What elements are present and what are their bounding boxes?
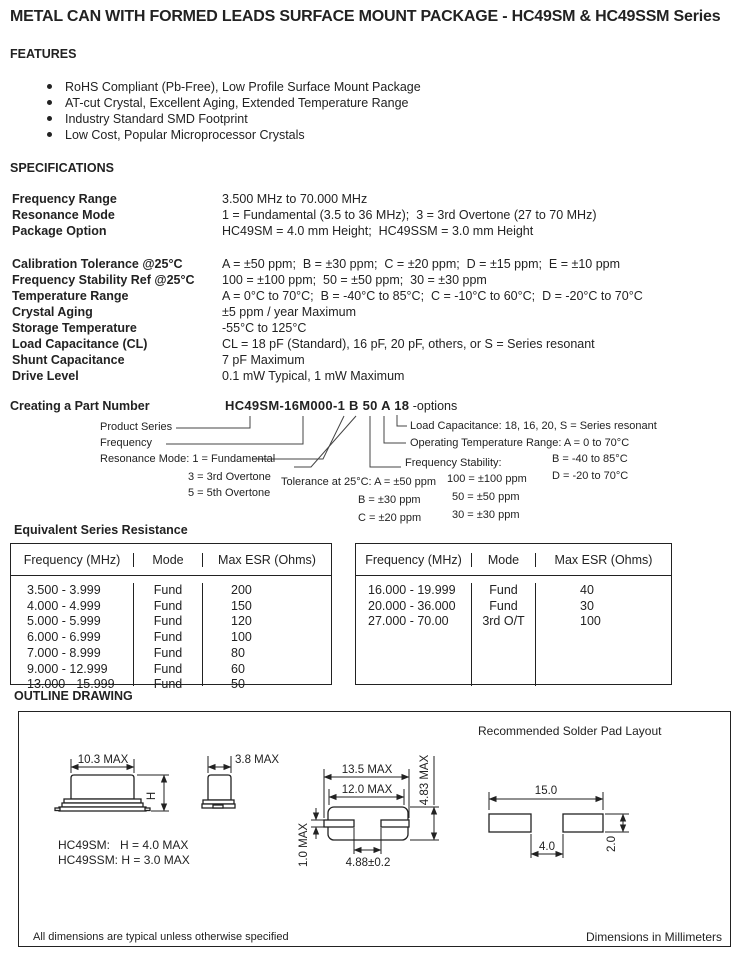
specifications-heading: SPECIFICATIONS bbox=[10, 161, 114, 175]
column-header: Mode bbox=[134, 553, 203, 567]
pn-label-op-temp-d: D = -20 to 70°C bbox=[552, 470, 629, 482]
spec-label: Load Capacitance (CL) bbox=[12, 337, 148, 351]
table-cell: 100 bbox=[231, 630, 252, 645]
spec-value: A = ±50 ppm; B = ±30 ppm; C = ±20 ppm; D = ±15 ppm; E = ±10 ppm bbox=[222, 257, 621, 271]
esr-column bbox=[203, 583, 331, 692]
footnote-units: Dimensions in Millimeters bbox=[585, 930, 722, 944]
features-list bbox=[47, 79, 421, 143]
spec-row bbox=[12, 256, 643, 272]
dim-bottom-inner: 12.0 MAX bbox=[341, 784, 393, 796]
spec-row bbox=[12, 272, 643, 288]
dim-front-width: 10.3 MAX bbox=[77, 754, 129, 766]
spec-row bbox=[12, 336, 643, 352]
dim-lead-gap: 4.88±0.2 bbox=[345, 857, 391, 869]
table-cell: 9.000 - 12.999 bbox=[27, 661, 108, 676]
table-cell: 200 bbox=[231, 583, 252, 597]
mode-column bbox=[472, 583, 536, 686]
dim-bottom-height: 4.83 MAX bbox=[419, 754, 431, 806]
part-number-heading: Creating a Part Number bbox=[10, 399, 150, 413]
spec-group-1 bbox=[12, 191, 596, 239]
dim-lead-thickness: 1.0 MAX bbox=[298, 822, 310, 868]
feature-item bbox=[47, 95, 421, 111]
table-cell: 20.000 - 36.000 bbox=[368, 598, 456, 613]
table-cell: Fund bbox=[153, 630, 183, 645]
column-header: Mode bbox=[472, 553, 536, 567]
spec-label: Storage Temperature bbox=[12, 321, 137, 335]
table-cell: 4.000 - 4.999 bbox=[27, 598, 101, 613]
page-title: METAL CAN WITH FORMED LEADS SURFACE MOUNT PACKAGE - HC49SM & HC49SSM Series bbox=[10, 8, 721, 25]
esr-column bbox=[536, 583, 671, 686]
pn-label-tolerance-a: Tolerance at 25°C: A = ±50 ppm bbox=[281, 476, 437, 488]
solder-pad-layout-title: Recommended Solder Pad Layout bbox=[478, 724, 662, 738]
pn-label-op-temp-a: Operating Temperature Range: A = 0 to 70°C bbox=[410, 437, 630, 449]
spec-value: ±5 ppm / year Maximum bbox=[222, 305, 356, 319]
esr-heading: Equivalent Series Resistance bbox=[14, 523, 188, 537]
spec-row bbox=[12, 304, 643, 320]
table-cell: 50 bbox=[231, 677, 245, 692]
dim-height-label: H bbox=[146, 791, 158, 801]
feature-text: AT-cut Crystal, Excellent Aging, Extended Temperature Range bbox=[65, 96, 409, 110]
dim-pad-span: 15.0 bbox=[534, 785, 558, 797]
spec-row bbox=[12, 191, 596, 207]
table-cell: 100 bbox=[580, 614, 601, 629]
mode-column bbox=[134, 583, 203, 692]
table-cell: Fund bbox=[489, 583, 518, 597]
spec-label: Frequency Range bbox=[12, 192, 117, 206]
outline-drawing-heading: OUTLINE DRAWING bbox=[14, 689, 133, 703]
table-cell: 30 bbox=[580, 598, 594, 613]
spec-label: Drive Level bbox=[12, 369, 79, 383]
table-cell: 6.000 - 6.999 bbox=[27, 630, 101, 645]
table-cell: 16.000 - 19.999 bbox=[368, 583, 456, 597]
footnote-dimensions-typical: All dimensions are typical unless otherwise specified bbox=[33, 931, 289, 943]
column-header: Max ESR (Ohms) bbox=[218, 552, 316, 567]
table-cell: Fund bbox=[153, 661, 183, 676]
table-body bbox=[356, 576, 671, 686]
spec-row bbox=[12, 288, 643, 304]
pn-label-frequency-stability: Frequency Stability: bbox=[405, 457, 502, 469]
pn-label-load-capacitance: Load Capacitance: 18, 16, 20, S = Series resonant bbox=[410, 420, 657, 432]
table-cell: Fund bbox=[489, 598, 518, 613]
part-number-code: HC49SM-16M000-1 B 50 A 18 bbox=[225, 398, 410, 413]
spec-value: 7 pF Maximum bbox=[222, 353, 305, 367]
pn-label-tolerance-b: B = ±30 ppm bbox=[358, 494, 421, 506]
spec-group-2 bbox=[12, 256, 643, 384]
spec-value: HC49SM = 4.0 mm Height; HC49SSM = 3.0 mm Height bbox=[222, 224, 534, 238]
spec-value: 0.1 mW Typical, 1 mW Maximum bbox=[222, 369, 405, 383]
spec-row bbox=[12, 368, 643, 384]
feature-text: Industry Standard SMD Footprint bbox=[65, 112, 248, 126]
esr-table-high-frequency bbox=[355, 543, 672, 685]
table-cell: 3.500 - 3.999 bbox=[27, 583, 101, 597]
spec-value: CL = 18 pF (Standard), 16 pF, 20 pF, others, or S = Series resonant bbox=[222, 337, 595, 351]
dim-pad-gap: 4.0 bbox=[539, 841, 555, 853]
part-number-example bbox=[225, 398, 457, 413]
table-header-row bbox=[356, 544, 671, 576]
feature-item bbox=[47, 127, 421, 143]
spec-row bbox=[12, 320, 643, 336]
table-body bbox=[11, 576, 331, 692]
dim-side-width: 3.8 MAX bbox=[235, 754, 280, 766]
table-cell: 40 bbox=[580, 583, 594, 597]
spec-label: Package Option bbox=[12, 224, 107, 238]
feature-item bbox=[47, 111, 421, 127]
pn-label-overtone-5: 5 = 5th Overtone bbox=[188, 487, 271, 499]
dim-pad-height: 2.0 bbox=[606, 836, 618, 852]
outline-drawing-box bbox=[18, 711, 731, 947]
table-cell: 80 bbox=[231, 645, 245, 660]
table-cell: 27.000 - 70.00 bbox=[368, 614, 449, 629]
table-cell: 5.000 - 5.999 bbox=[27, 614, 101, 629]
spec-label: Resonance Mode bbox=[12, 208, 115, 222]
part-number-options: -options bbox=[409, 399, 458, 413]
spec-value: A = 0°C to 70°C; B = -40°C to 85°C; C = -10°C to 60°C; D = -20°C to 70°C bbox=[222, 289, 643, 303]
spec-label: Frequency Stability Ref @25°C bbox=[12, 273, 195, 287]
spec-label: Temperature Range bbox=[12, 289, 129, 303]
table-cell: Fund bbox=[153, 583, 183, 597]
spec-value: -55°C to 125°C bbox=[222, 321, 307, 335]
pn-label-op-temp-b: B = -40 to 85°C bbox=[552, 453, 628, 465]
table-cell: 3rd O/T bbox=[482, 614, 525, 629]
frequency-column bbox=[11, 583, 134, 692]
table-cell: 7.000 - 8.999 bbox=[27, 645, 101, 660]
table-cell: 150 bbox=[231, 598, 252, 613]
frequency-column bbox=[356, 583, 472, 686]
table-cell: Fund bbox=[153, 614, 183, 629]
table-cell: 13.000 - 15.999 bbox=[27, 677, 115, 692]
column-header: Max ESR (Ohms) bbox=[554, 552, 653, 567]
height-note-hc49sm: HC49SM: H = 4.0 MAX bbox=[58, 838, 189, 852]
table-cell: 120 bbox=[231, 614, 252, 629]
pn-label-overtone-3: 3 = 3rd Overtone bbox=[188, 471, 271, 483]
column-header: Frequency (MHz) bbox=[356, 553, 472, 567]
pn-label-tolerance-c: C = ±20 ppm bbox=[358, 512, 422, 524]
outline-drawing-graphic bbox=[19, 712, 729, 945]
pn-label-frequency: Frequency bbox=[100, 437, 152, 449]
feature-item bbox=[47, 79, 421, 95]
spec-row bbox=[12, 207, 596, 223]
table-header-row bbox=[11, 544, 331, 576]
dim-bottom-outer: 13.5 MAX bbox=[341, 764, 393, 776]
spec-row bbox=[12, 223, 596, 239]
column-header: Frequency (MHz) bbox=[11, 553, 134, 567]
spec-value: 100 = ±100 ppm; 50 = ±50 ppm; 30 = ±30 ppm bbox=[222, 273, 487, 287]
pn-label-stability-30: 30 = ±30 ppm bbox=[452, 509, 520, 521]
features-heading: FEATURES bbox=[10, 47, 77, 61]
feature-text: RoHS Compliant (Pb-Free), Low Profile Surface Mount Package bbox=[65, 80, 421, 94]
pn-label-stability-50: 50 = ±50 ppm bbox=[452, 491, 520, 503]
bullet-icon bbox=[47, 84, 52, 89]
table-cell: Fund bbox=[153, 645, 183, 660]
esr-table-low-frequency bbox=[10, 543, 332, 692]
bullet-icon bbox=[47, 132, 52, 137]
spec-value: 1 = Fundamental (3.5 to 36 MHz); 3 = 3rd Overtone (27 to 70 MHz) bbox=[222, 208, 597, 222]
spec-label: Shunt Capacitance bbox=[12, 353, 125, 367]
bullet-icon bbox=[47, 100, 52, 105]
pn-label-resonance-mode: Resonance Mode: 1 = Fundamental bbox=[100, 453, 276, 465]
spec-label: Crystal Aging bbox=[12, 305, 93, 319]
table-cell: Fund bbox=[153, 677, 183, 692]
pn-label-product-series: Product Series bbox=[100, 421, 173, 433]
table-cell: 60 bbox=[231, 661, 245, 676]
spec-value: 3.500 MHz to 70.000 MHz bbox=[222, 192, 368, 206]
height-note-hc49ssm: HC49SSM: H = 3.0 MAX bbox=[58, 853, 190, 867]
spec-row bbox=[12, 352, 643, 368]
bullet-icon bbox=[47, 116, 52, 121]
table-cell: Fund bbox=[153, 598, 183, 613]
spec-label: Calibration Tolerance @25°C bbox=[12, 257, 183, 271]
pn-label-stability-100: 100 = ±100 ppm bbox=[447, 473, 527, 485]
feature-text: Low Cost, Popular Microprocessor Crystals bbox=[65, 128, 305, 142]
